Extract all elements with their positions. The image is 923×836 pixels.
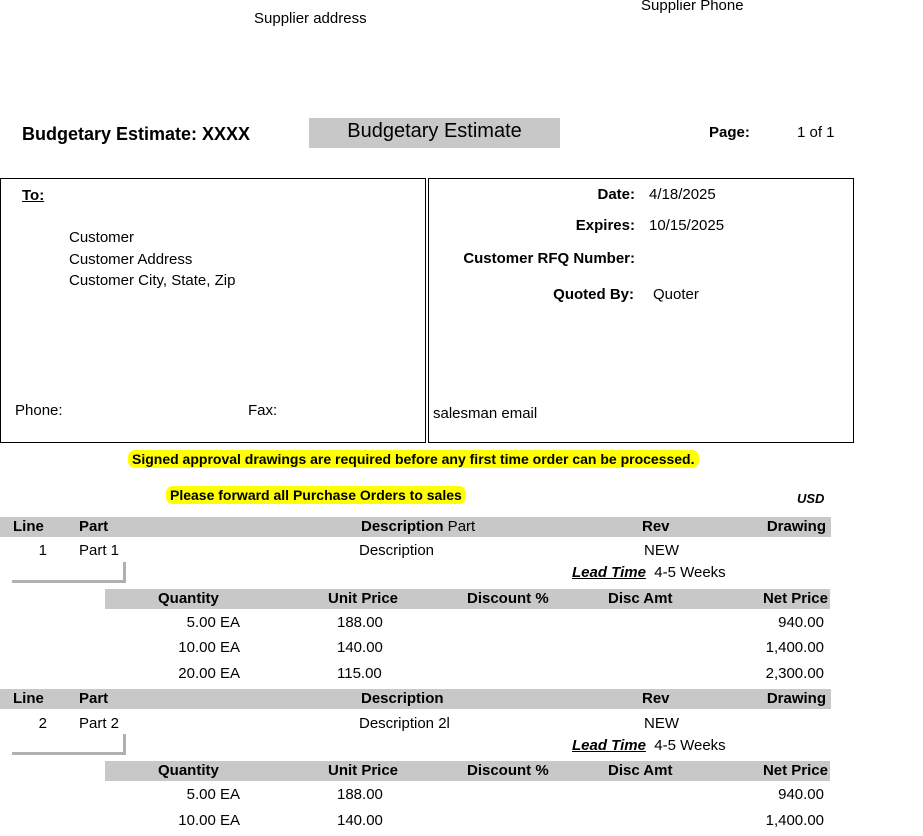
customer-address: Customer Address	[69, 251, 193, 268]
drawing-header: Drawing	[766, 518, 826, 535]
estimate-number: Budgetary Estimate: XXXX	[22, 124, 251, 144]
unit-price-header: Unit Price	[328, 590, 399, 607]
expires-value: 10/15/2025	[649, 217, 725, 234]
description-header: Description Part	[361, 518, 476, 535]
price-net: 940.00	[778, 786, 824, 803]
price-unit: 115.00	[337, 665, 382, 682]
supplier-address: Supplier address	[254, 10, 367, 27]
disc-amt-header: Disc Amt	[608, 762, 673, 779]
line-bracket	[12, 734, 126, 755]
document-title: Budgetary Estimate	[347, 120, 522, 142]
part-rev: NEW	[644, 542, 679, 559]
date-label: Date:	[597, 186, 635, 203]
line-header: Line	[13, 690, 44, 707]
price-net: 2,300.00	[765, 665, 824, 682]
quantity-header: Quantity	[158, 762, 219, 779]
supplier-phone: Supplier Phone	[641, 0, 744, 14]
price-unit: 140.00	[337, 812, 383, 829]
line-header: Line	[13, 518, 44, 535]
price-qty: 10.00 EA	[178, 639, 240, 656]
quantity-header: Quantity	[158, 590, 219, 607]
net-price-header: Net Price	[762, 762, 828, 779]
phone-label: Phone:	[15, 402, 63, 419]
rev-header: Rev	[642, 518, 670, 535]
to-label: To:	[22, 187, 45, 204]
page-label: Page:	[709, 124, 750, 141]
expires-label: Expires:	[575, 217, 635, 234]
currency: USD	[797, 491, 825, 506]
salesman-email: salesman email	[433, 405, 538, 422]
part-description: Description	[359, 542, 435, 559]
price-net: 940.00	[778, 614, 824, 631]
line-number: 1	[38, 542, 47, 559]
discount-header: Discount %	[467, 762, 549, 779]
part-rev: NEW	[644, 715, 679, 732]
rfq-label: Customer RFQ Number:	[463, 250, 635, 267]
price-net: 1,400.00	[765, 812, 824, 829]
approval-notice: Signed approval drawings are required before any first time order can be processed.	[128, 450, 699, 468]
part-name: Part 1	[79, 542, 120, 559]
title-bar	[309, 118, 560, 148]
part-name: Part 2	[79, 715, 120, 732]
disc-amt-header: Disc Amt	[608, 590, 673, 607]
price-qty: 20.00 EA	[178, 665, 240, 682]
customer-city: Customer City, State, Zip	[69, 272, 236, 289]
price-unit: 140.00	[337, 639, 383, 656]
quoted-by-label: Quoted By:	[553, 286, 634, 303]
fax-label: Fax:	[248, 402, 278, 419]
part-description: Description 2l	[359, 715, 450, 732]
part-header: Part	[79, 690, 109, 707]
date-value: 4/18/2025	[649, 186, 716, 203]
discount-header: Discount %	[467, 590, 549, 607]
price-qty: 5.00 EA	[186, 614, 240, 631]
line-number: 2	[38, 715, 47, 732]
forward-notice: Please forward all Purchase Orders to sales	[166, 486, 466, 504]
to-box	[0, 178, 426, 443]
lead-time: Lead Time 4-5 Weeks	[572, 564, 726, 581]
lead-time: Lead Time 4-5 Weeks	[572, 737, 726, 754]
price-unit: 188.00	[337, 786, 383, 803]
part-header: Part	[79, 518, 109, 535]
line-bracket	[12, 562, 126, 583]
customer-name: Customer	[69, 229, 135, 246]
info-box	[428, 178, 854, 443]
price-qty: 10.00 EA	[178, 812, 240, 829]
description-header: Description	[361, 690, 444, 707]
drawing-header: Drawing	[766, 690, 826, 707]
price-unit: 188.00	[337, 614, 383, 631]
net-price-header: Net Price	[762, 590, 828, 607]
rev-header: Rev	[642, 690, 670, 707]
unit-price-header: Unit Price	[328, 762, 399, 779]
page-value: 1 of 1	[797, 124, 835, 141]
quoted-by-value: Quoter	[653, 286, 699, 303]
price-net: 1,400.00	[765, 639, 824, 656]
price-qty: 5.00 EA	[186, 786, 240, 803]
